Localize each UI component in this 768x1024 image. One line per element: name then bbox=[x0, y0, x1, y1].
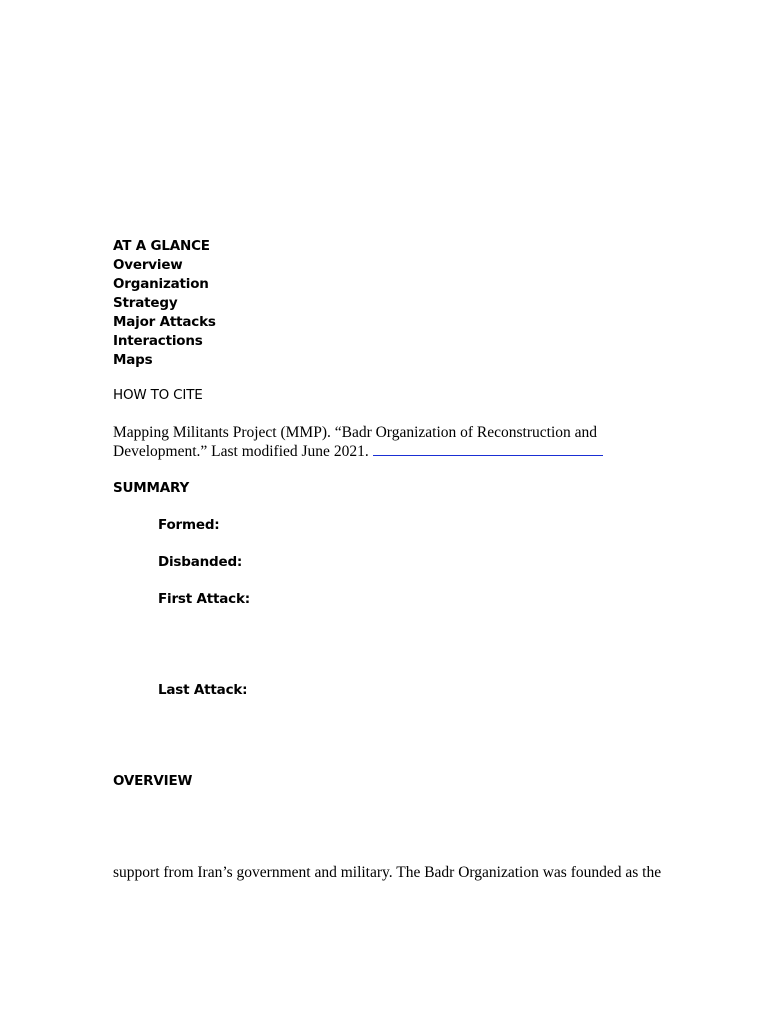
overview-heading: OVERVIEW bbox=[113, 773, 193, 789]
disbanded-label: Disbanded: bbox=[158, 554, 243, 570]
toc-link-major-attacks[interactable]: Major Attacks bbox=[113, 314, 216, 330]
citation-line-2 bbox=[113, 443, 603, 461]
citation-url-link[interactable] bbox=[373, 443, 603, 456]
toc-link-organization[interactable]: Organization bbox=[113, 276, 209, 292]
toc-link-maps[interactable]: Maps bbox=[113, 352, 153, 368]
toc-link-overview[interactable]: Overview bbox=[113, 257, 183, 273]
summary-heading: SUMMARY bbox=[113, 480, 190, 496]
at-a-glance-heading: AT A GLANCE bbox=[113, 238, 210, 254]
first-attack-label: First Attack: bbox=[158, 591, 250, 607]
at-a-glance-section bbox=[113, 237, 216, 370]
overview-text-line: support from Iran’s government and military. The Badr Organization was founded as the bbox=[113, 864, 662, 881]
toc-link-interactions[interactable]: Interactions bbox=[113, 333, 203, 349]
how-to-cite-heading: HOW TO CITE bbox=[113, 387, 203, 403]
toc-link-strategy[interactable]: Strategy bbox=[113, 295, 178, 311]
last-attack-label: Last Attack: bbox=[158, 682, 248, 698]
formed-label: Formed: bbox=[158, 517, 220, 533]
citation-line-2-text: Development.” Last modified June 2021. bbox=[113, 443, 369, 460]
citation-line-1: Mapping Militants Project (MMP). “Badr Organization of Reconstruction and bbox=[113, 424, 598, 441]
